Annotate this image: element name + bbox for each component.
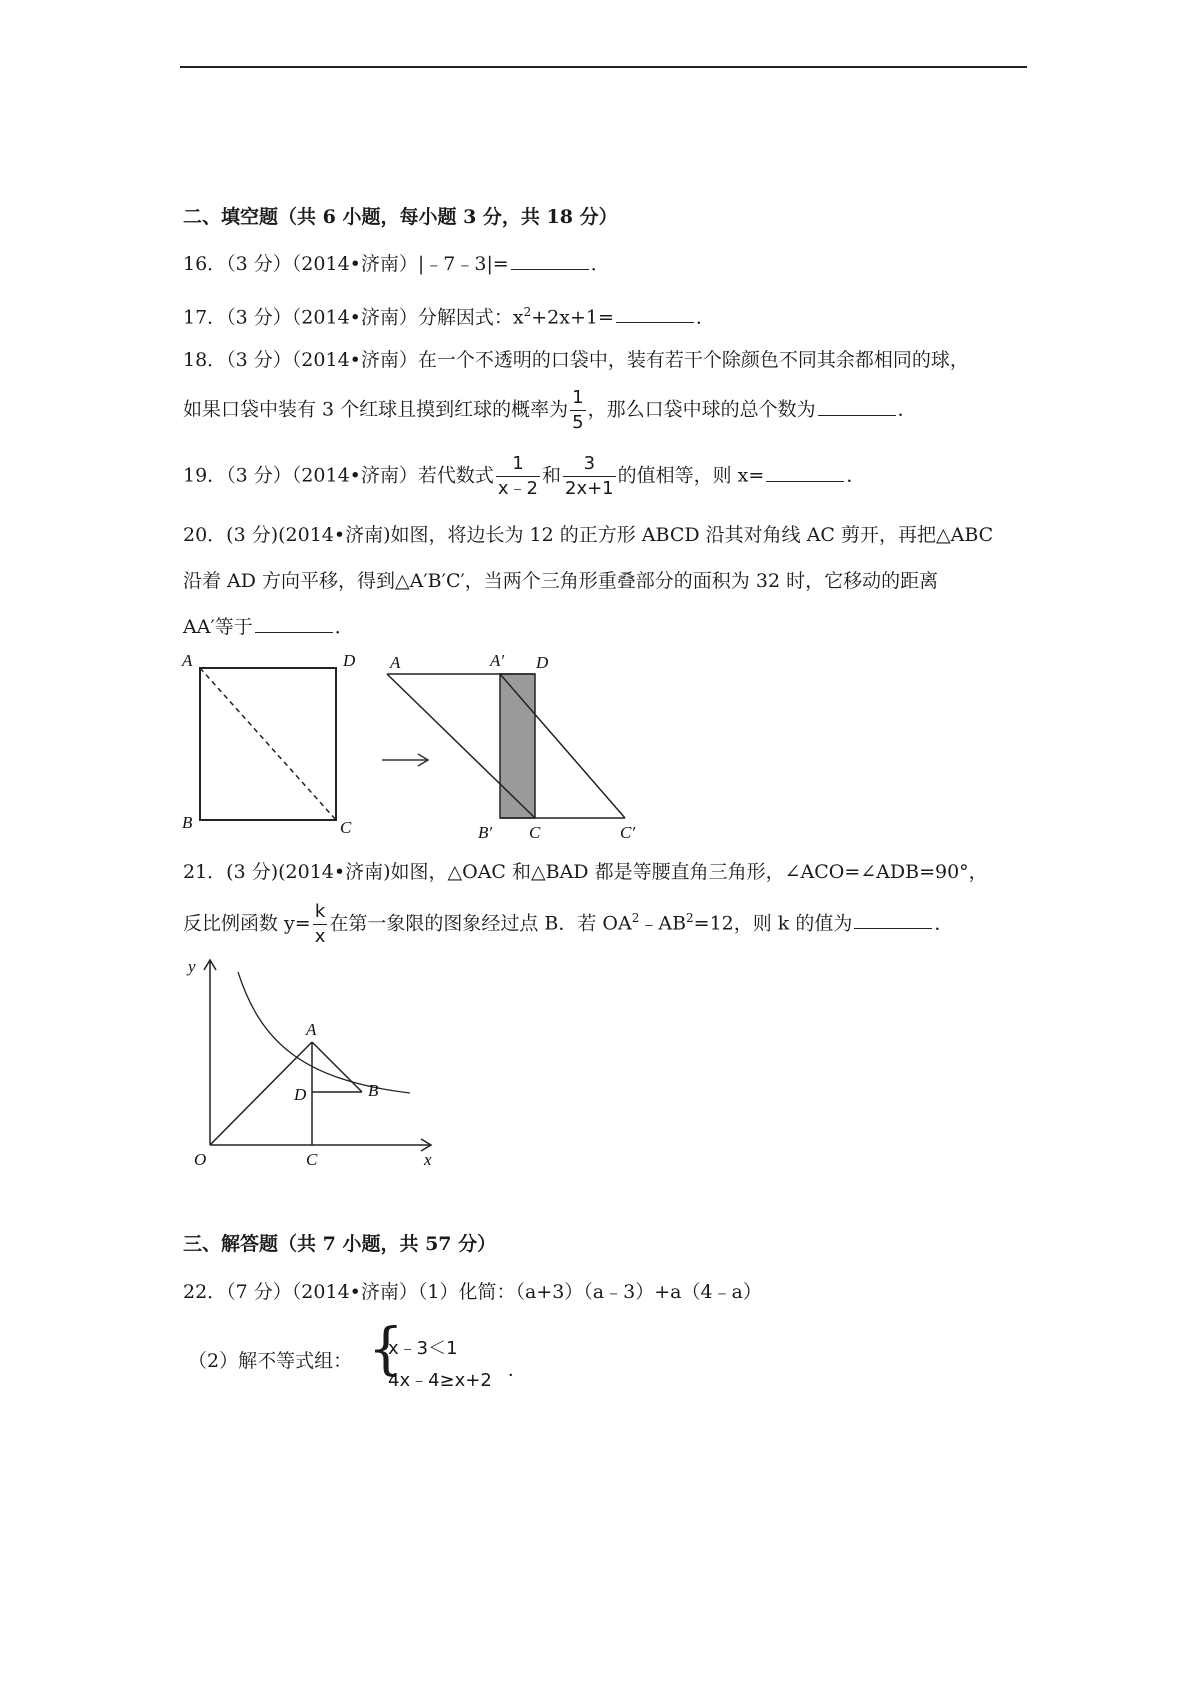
question-20-line3 bbox=[183, 614, 354, 640]
q17-period: ． bbox=[695, 306, 715, 329]
q16-text: 16．（3 分）（2014•济南）|﹣7﹣3|= bbox=[183, 253, 509, 275]
overlap-region bbox=[500, 674, 535, 818]
label-b: B bbox=[182, 813, 193, 832]
section-title-answers: 三、解答题（共 7 小题，共 57 分） bbox=[183, 1233, 497, 1255]
q19-period: ． bbox=[846, 464, 866, 487]
segment-ab bbox=[312, 1042, 362, 1092]
q21-text: 反比例函数 y= bbox=[183, 912, 311, 935]
answer-blank[interactable] bbox=[616, 304, 694, 323]
fraction-numerator: 1 bbox=[570, 386, 585, 411]
q18-text-after: ，那么口袋中球的总个数为 bbox=[587, 398, 816, 421]
q21-text-d: =12，则 k 的值为 bbox=[693, 912, 853, 935]
fraction-numerator: 1 bbox=[496, 452, 540, 477]
inequality-system bbox=[368, 1317, 538, 1398]
q21-fraction bbox=[313, 900, 328, 949]
q21-exponent-2: 2 bbox=[686, 911, 694, 925]
question-17 bbox=[183, 299, 715, 330]
q17-text: 17．（3 分）（2014•济南）分解因式：x bbox=[183, 306, 524, 329]
q20-text: AA′等于 bbox=[183, 616, 253, 638]
fraction-denominator: 2x+1 bbox=[565, 478, 614, 499]
figure-q21 bbox=[180, 950, 450, 1170]
q19-and: 和 bbox=[541, 464, 561, 487]
header-rule bbox=[180, 66, 1027, 68]
q21-text-b: 在第一象限的图象经过点 B．若 OA bbox=[329, 912, 632, 935]
label-a: A bbox=[182, 651, 193, 670]
answer-blank[interactable] bbox=[818, 397, 896, 416]
label-y: y bbox=[188, 957, 196, 976]
hyperbola-curve bbox=[238, 972, 410, 1093]
label-a: A bbox=[306, 1020, 317, 1039]
question-20-line2: 沿着 AD 方向平移，得到△A′B′C′，当两个三角形重叠部分的面积为 32 时，它移动的距离 bbox=[183, 570, 939, 592]
q20-period: ． bbox=[334, 616, 354, 638]
question-21-line1: 21．(3 分)(2014•济南)如图，△OAC 和△BAD 都是等腰直角三角形，∠ACO=∠ADB=90°， bbox=[183, 861, 988, 883]
label-c: C bbox=[340, 818, 352, 837]
label-d: D bbox=[343, 651, 356, 670]
label-o: O bbox=[194, 1150, 207, 1169]
label-b-prime: B′ bbox=[478, 823, 493, 842]
inequality-2: 4x﹣4≥x+2 bbox=[388, 1370, 492, 1391]
q22-period: ． bbox=[508, 1360, 526, 1381]
answer-blank[interactable] bbox=[511, 251, 589, 270]
label-c: C bbox=[529, 823, 541, 842]
label-c: C bbox=[306, 1150, 318, 1169]
brace-icon: { bbox=[368, 1317, 404, 1382]
q21-text-c: ﹣AB bbox=[639, 912, 687, 935]
label-d: D bbox=[536, 653, 549, 672]
label-a-prime: A′ bbox=[490, 651, 505, 670]
q21-period: ． bbox=[934, 912, 954, 935]
q21-exponent-1: 2 bbox=[631, 911, 640, 925]
question-19 bbox=[183, 452, 865, 501]
q17-exponent: 2 bbox=[523, 305, 532, 319]
question-16 bbox=[183, 251, 610, 277]
q19-text: 19．（3 分）（2014•济南）若代数式 bbox=[183, 464, 494, 487]
q16-period: ． bbox=[590, 253, 610, 275]
diagonal-ac bbox=[200, 668, 336, 820]
label-c-prime: C′ bbox=[620, 823, 636, 842]
q18-text: 如果口袋中装有 3 个红球且摸到红球的概率为 bbox=[183, 398, 569, 421]
question-22-line2: （2）解不等式组： bbox=[188, 1350, 353, 1372]
label-b: B bbox=[368, 1081, 379, 1100]
fraction-denominator: 5 bbox=[572, 412, 584, 433]
fraction-denominator: x bbox=[314, 925, 326, 947]
fraction-numerator: k bbox=[313, 900, 328, 925]
fraction-denominator: x﹣2 bbox=[497, 478, 538, 499]
answer-blank[interactable] bbox=[854, 910, 932, 929]
question-20-line1: 20．(3 分)(2014•济南)如图，将边长为 12 的正方形 ABCD 沿其对角线 AC 剪开，再把△ABC bbox=[183, 524, 994, 546]
label-a: A bbox=[390, 653, 401, 672]
question-18-line2 bbox=[183, 386, 917, 435]
label-d: D bbox=[294, 1085, 307, 1104]
label-x: x bbox=[424, 1150, 432, 1169]
q17-text-mid: +2x+1= bbox=[531, 306, 614, 329]
answer-blank[interactable] bbox=[255, 614, 333, 633]
q19-text-after: 的值相等，则 x= bbox=[617, 464, 765, 487]
section-title-fill-in: 二、填空题（共 6 小题，每小题 3 分，共 18 分） bbox=[183, 206, 618, 228]
figure-q20 bbox=[180, 650, 680, 850]
question-18-line1: 18．（3 分）（2014•济南）在一个不透明的口袋中，装有若干个除颜色不同其余都相同的球， bbox=[183, 349, 969, 371]
fraction-numerator: 3 bbox=[563, 452, 616, 477]
q19-fraction-2 bbox=[563, 452, 616, 501]
inequality-1: x﹣3＜1 bbox=[388, 1338, 458, 1359]
answer-blank[interactable] bbox=[766, 463, 844, 482]
question-21-line2 bbox=[183, 898, 953, 949]
q18-fraction bbox=[570, 386, 585, 435]
q19-fraction-1 bbox=[496, 452, 540, 501]
q18-period: ． bbox=[897, 398, 917, 421]
question-22-line1: 22．（7 分）（2014•济南）（1）化简：（a+3）（a﹣3）+a（4﹣a） bbox=[183, 1281, 762, 1303]
